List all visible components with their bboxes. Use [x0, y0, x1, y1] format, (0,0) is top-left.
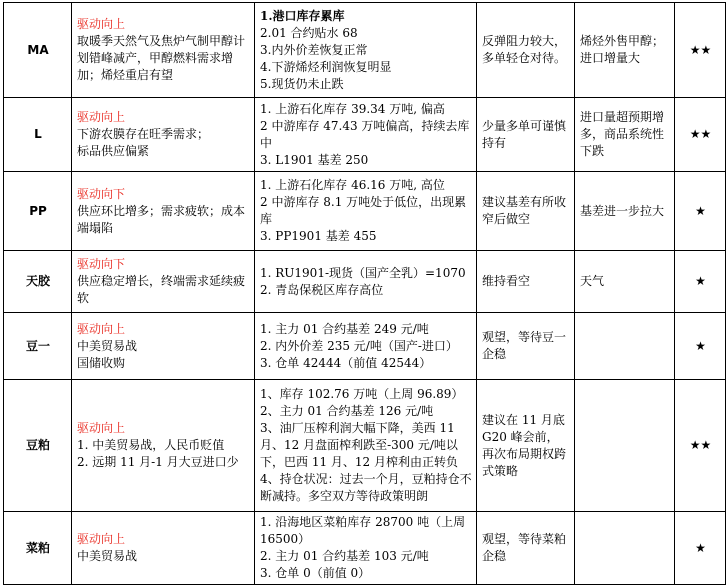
driver-reason: 取暖季天然气及焦炉气制甲醇计划错峰减产，甲醇燃料需求增加；烯烃重启有望 — [77, 34, 246, 82]
driver-cell — [72, 98, 255, 172]
product-name: MA — [4, 3, 72, 98]
risk-cell — [575, 380, 675, 512]
fact-line: 2.01 合约贴水 68 — [260, 25, 358, 40]
driver-reason: 标品供应偏紧 — [77, 144, 150, 158]
rating-stars: ★ — [675, 172, 726, 251]
driver-cell — [72, 172, 255, 251]
table-row-soybean — [4, 313, 726, 380]
driver-reason: 中美贸易战 — [77, 549, 138, 563]
product-name: 豆粕 — [4, 380, 72, 512]
driver-reason: 供应环比增多；需求疲软；成本端塌陷 — [77, 203, 246, 235]
fact-line: 3. 仓单 42444（前值 42544） — [260, 355, 432, 370]
fact-line: 1. 主力 01 合约基差 249 元/吨 — [260, 321, 429, 336]
risk-cell: 烯烃外售甲醇；进口增量大 — [575, 3, 675, 98]
risk-cell: 基差进一步拉大 — [575, 172, 675, 251]
risk-cell — [575, 313, 675, 380]
strategy-cell: 建议在 11 月底 G20 峰会前，再次布局期权跨式策略 — [477, 380, 575, 512]
strategy-cell: 观望，等待豆一企稳 — [477, 313, 575, 380]
facts-cell — [255, 251, 477, 313]
table-row-l — [4, 98, 726, 172]
facts-cell — [255, 313, 477, 380]
driver-direction: 驱动向上 — [77, 17, 126, 31]
driver-reason: 1. 中美贸易战，人民币贬值 — [77, 438, 225, 452]
fact-line: 3、油厂压榨利润大幅下降，美西 11 月、12 月盘面榨利跌至-300 元/吨以下，巴西 11 月、12 月榨利由正转负 — [260, 421, 458, 469]
fact-line: 4.下游烯烃利润恢复明显 — [260, 59, 392, 74]
fact-line: 3. 仓单 0（前值 0） — [260, 566, 371, 580]
fact-line: 1. 上游石化库存 46.16 万吨, 高位 — [260, 178, 445, 192]
rating-stars: ★★ — [675, 3, 726, 98]
product-name: 菜粕 — [4, 512, 72, 585]
risk-cell — [575, 512, 675, 585]
fact-line: 4、持仓状况：过去一个月，豆粕持仓不断减持。多空双方等待政策明朗 — [260, 472, 472, 503]
rating-stars: ★ — [675, 251, 726, 313]
fact-line: 1. 沿海地区菜粕库存 28700 吨（上周 16500） — [260, 515, 466, 546]
driver-reason: 中美贸易战 — [77, 338, 138, 353]
fact-line: 2. 青岛保税区库存高位 — [260, 282, 384, 297]
rating-stars: ★ — [675, 313, 726, 380]
driver-direction: 驱动向上 — [77, 421, 126, 435]
product-name: PP — [4, 172, 72, 251]
table-row-pp — [4, 172, 726, 251]
fact-line: 2 中游库存 8.1 万吨处于低位，出现累库 — [260, 195, 467, 226]
driver-cell — [72, 3, 255, 98]
fact-line: 2. 主力 01 合约基差 103 元/吨 — [260, 549, 429, 563]
fact-line: 1. 上游石化库存 39.34 万吨, 偏高 — [260, 101, 445, 116]
table-row-rubber — [4, 251, 726, 313]
facts-cell — [255, 98, 477, 172]
strategy-cell: 维持看空 — [477, 251, 575, 313]
strategy-cell: 少量多单可谨慎持有 — [477, 98, 575, 172]
facts-cell — [255, 512, 477, 585]
strategy-cell: 反弹阻力较大，多单轻仓对待。 — [477, 3, 575, 98]
facts-cell — [255, 3, 477, 98]
table-row-ma — [4, 3, 726, 98]
driver-direction: 驱动向上 — [77, 321, 126, 336]
fact-line: 2、主力 01 合约基差 126 元/吨 — [260, 404, 434, 418]
product-name: 豆一 — [4, 313, 72, 380]
fact-line: 3. L1901 基差 250 — [260, 152, 369, 167]
rating-stars: ★★ — [675, 98, 726, 172]
driver-direction: 驱动向上 — [77, 110, 126, 124]
driver-reason: 国储收购 — [77, 355, 126, 370]
fact-line: 3. PP1901 基差 455 — [260, 229, 377, 243]
driver-direction: 驱动向下 — [77, 257, 126, 271]
driver-reason: 2. 远期 11 月-1 月大豆进口少 — [77, 455, 239, 469]
driver-reason: 供应稳定增长，终端需求延续疲软 — [77, 274, 246, 305]
fact-line: 1、库存 102.76 万吨（上周 96.89） — [260, 387, 464, 401]
driver-direction: 驱动向下 — [77, 186, 126, 201]
strategy-cell: 观望，等待菜粕企稳 — [477, 512, 575, 585]
driver-reason: 下游农膜存在旺季需求； — [77, 127, 210, 141]
rating-stars: ★★ — [675, 380, 726, 512]
driver-cell — [72, 313, 255, 380]
fact-line: 2 中游库存 47.43 万吨偏高，持续去库中 — [260, 118, 470, 150]
risk-cell: 天气 — [575, 251, 675, 313]
commodity-table — [3, 2, 726, 585]
driver-cell — [72, 251, 255, 313]
fact-line: 5.现货仍未止跌 — [260, 76, 344, 91]
product-name: 天胶 — [4, 251, 72, 313]
risk-cell: 进口量超预期增多，商品系统性下跌 — [575, 98, 675, 172]
fact-line: 1.港口库存累库 — [260, 8, 345, 23]
driver-cell — [72, 380, 255, 512]
fact-line: 1. RU1901-现货（国产全乳）=1070 — [260, 265, 466, 280]
rating-stars: ★ — [675, 512, 726, 585]
table-row-soymeal — [4, 380, 726, 512]
strategy-cell: 建议基差有所收窄后做空 — [477, 172, 575, 251]
product-name: L — [4, 98, 72, 172]
facts-cell — [255, 380, 477, 512]
fact-line: 3.内外价差恢复正常 — [260, 42, 368, 57]
table-row-rapemeal — [4, 512, 726, 585]
facts-cell — [255, 172, 477, 251]
fact-line: 2. 内外价差 235 元/吨（国产-进口） — [260, 338, 458, 353]
driver-cell — [72, 512, 255, 585]
driver-direction: 驱动向上 — [77, 532, 126, 546]
